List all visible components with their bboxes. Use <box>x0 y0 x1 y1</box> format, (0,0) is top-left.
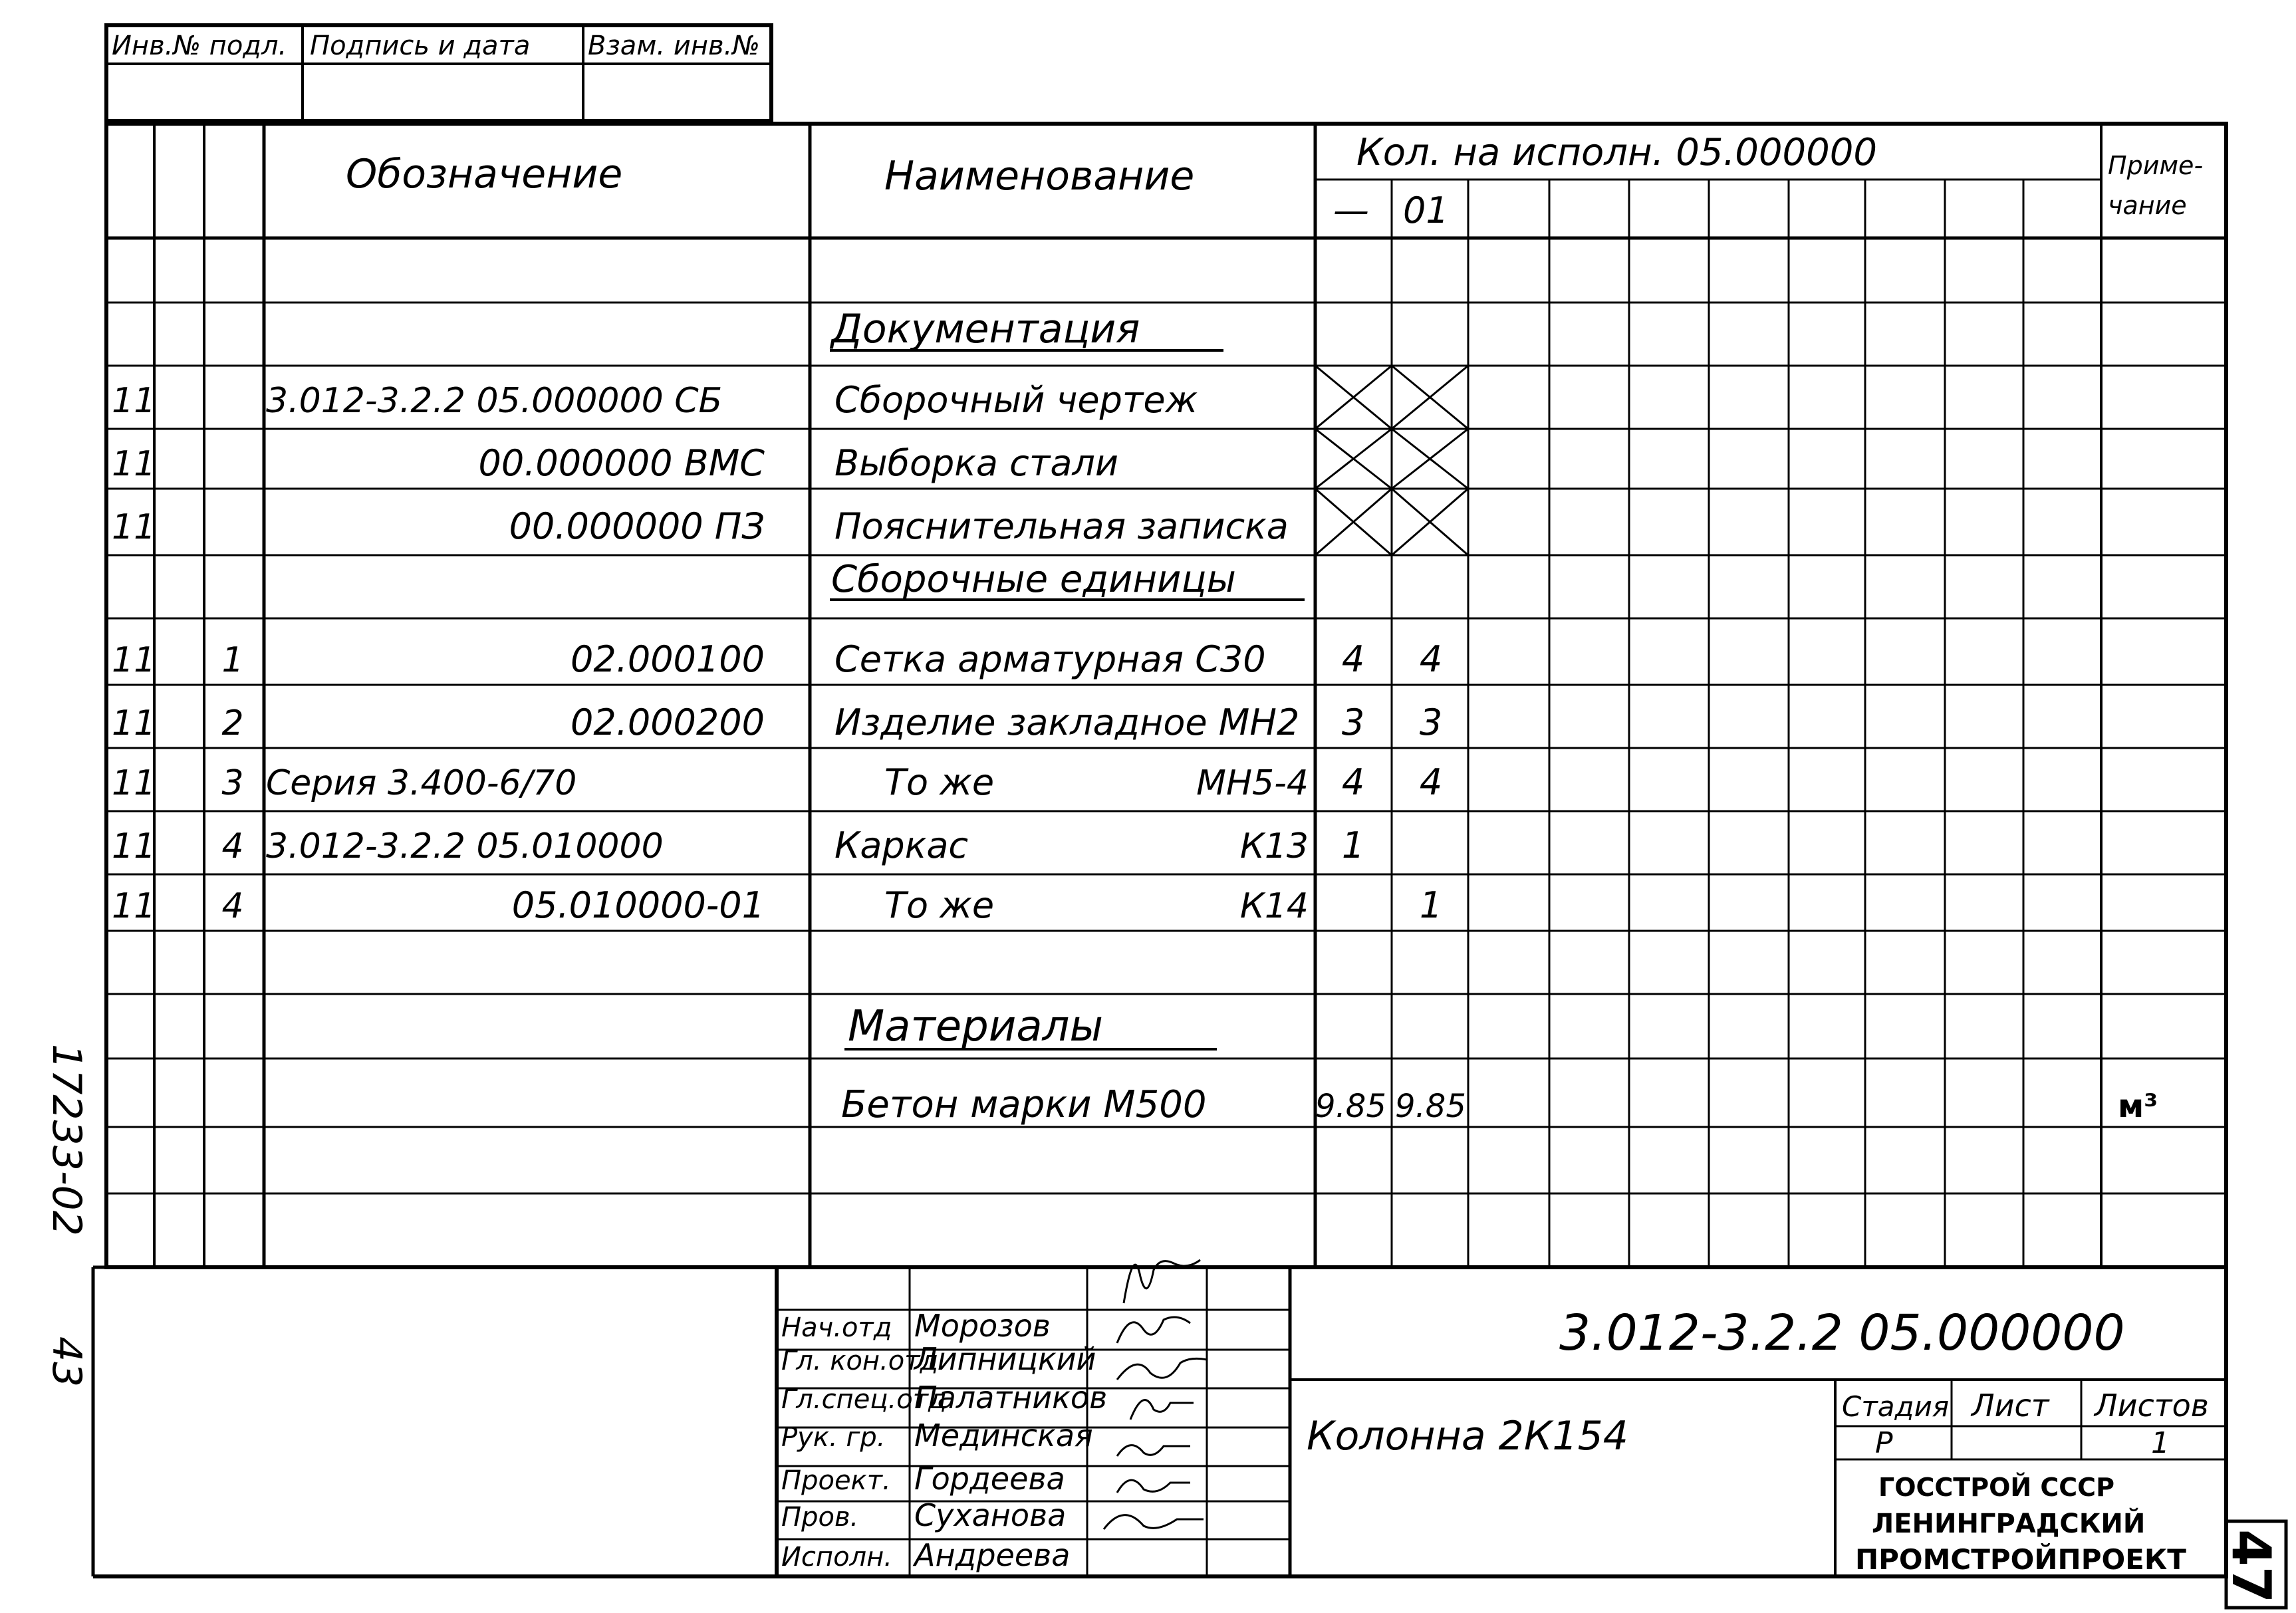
row-format: 11 <box>112 381 156 421</box>
stage-value: Р <box>1875 1426 1893 1460</box>
row-name: Выборка стали <box>834 442 1119 484</box>
row-name: Сборочный чертеж <box>834 379 1198 421</box>
row-designation: 02.000200 <box>570 701 765 743</box>
row-designation: Серия 3.400-6/70 <box>266 763 577 803</box>
sheets-value: 1 <box>2151 1426 2170 1460</box>
material-qty-0: 9.85 <box>1315 1088 1386 1125</box>
margin-page-number: 43 <box>43 1336 90 1388</box>
row-qty-0: 4 <box>1341 638 1365 680</box>
signature-name: Палатников <box>914 1380 1108 1416</box>
org-line-1: ГОССТРОЙ СССР <box>1878 1473 2114 1502</box>
header-variant-1: 01 <box>1403 189 1449 231</box>
signature-role: Пров. <box>781 1502 859 1533</box>
row-qty-0: 1 <box>1341 824 1365 866</box>
row-designation: 00.000000 ПЗ <box>509 505 765 547</box>
sheets-label: Листов <box>2095 1388 2209 1424</box>
row-position: 1 <box>221 640 244 680</box>
stamp-inv-label: Инв.№ подл. <box>112 31 287 61</box>
header-designation: Обозначение <box>346 151 623 197</box>
org-line-3: ПРОМСТРОЙПРОЕКТ <box>1855 1543 2186 1576</box>
row-format: 11 <box>112 444 156 484</box>
stage-label: Стадия <box>1842 1390 1950 1423</box>
row-format: 11 <box>112 640 156 680</box>
row-qty-1: 4 <box>1419 761 1443 803</box>
section-materials: Материалы <box>848 1002 1103 1051</box>
doc-number: 3.012-3.2.2 05.000000 <box>1559 1304 2125 1362</box>
row-format: 11 <box>112 507 156 547</box>
row-mark: К13 <box>1239 826 1309 866</box>
grid-lines <box>93 25 2286 1608</box>
row-format: 11 <box>112 886 156 926</box>
signature-role: Рук. гр. <box>781 1422 886 1453</box>
signature-role: Гл.спец.отд <box>781 1384 947 1415</box>
row-mark: К14 <box>1239 886 1309 926</box>
row-position: 4 <box>221 886 244 926</box>
material-name: Бетон марки М500 <box>841 1083 1207 1126</box>
item-name: Колонна 2К154 <box>1307 1413 1628 1459</box>
header-name: Наименование <box>884 153 1195 199</box>
row-mark: МН5-4 <box>1196 763 1309 803</box>
signature-name: Андреева <box>914 1537 1071 1573</box>
signature-table <box>781 1308 1107 1573</box>
org-line-2: ЛЕНИНГРАДСКИЙ <box>1872 1509 2146 1539</box>
material-qty-1: 9.85 <box>1395 1088 1466 1125</box>
row-qty-1: 1 <box>1419 884 1443 926</box>
header-variant-0: — <box>1333 189 1369 231</box>
row-designation: 00.000000 ВМС <box>478 442 765 484</box>
signature-role: Нач.отд <box>781 1312 892 1343</box>
row-position: 2 <box>221 703 244 743</box>
row-name: То же <box>884 761 995 803</box>
signature-name: Морозов <box>914 1308 1051 1344</box>
corner-sheet-number: 47 <box>2220 1529 2282 1604</box>
row-position: 3 <box>221 763 244 803</box>
spec-rows <box>112 379 1442 926</box>
row-name: То же <box>884 884 995 926</box>
row-designation: 3.012-3.2.2 05.000000 СБ <box>266 381 723 421</box>
row-name: Изделие закладное МН2 <box>834 701 1300 743</box>
signature-role: Исполн. <box>781 1542 892 1572</box>
row-qty-0: 4 <box>1341 761 1365 803</box>
header-note-line1: Приме- <box>2108 151 2204 180</box>
row-qty-0: 3 <box>1341 701 1365 743</box>
margin-archive-number: 17233-02 <box>43 1044 90 1236</box>
sheet-label: Лист <box>1972 1388 2049 1424</box>
stamp-replace-label: Взам. инв.№ <box>588 31 760 61</box>
row-format: 11 <box>112 703 156 743</box>
signature-role: Гл. кон.отд <box>781 1346 939 1376</box>
signature-name: Гордеева <box>914 1461 1065 1497</box>
row-name: Каркас <box>834 824 969 866</box>
signature-role: Проект. <box>781 1465 891 1496</box>
signature-name: Липницкий <box>914 1341 1096 1377</box>
row-format: 11 <box>112 826 156 866</box>
signature-name: Мединская <box>914 1418 1093 1453</box>
row-format: 11 <box>112 763 156 803</box>
section-assembly-units: Сборочные единицы <box>831 558 1236 601</box>
signature-scribbles <box>1104 1260 1207 1529</box>
row-designation: 05.010000-01 <box>511 884 765 926</box>
row-designation: 02.000100 <box>570 638 765 680</box>
row-name: Пояснительная записка <box>834 505 1289 547</box>
section-documentation: Документация <box>831 306 1140 352</box>
stamp-sign-label: Подпись и дата <box>310 31 531 61</box>
signature-name: Суханова <box>914 1497 1067 1533</box>
row-designation: 3.012-3.2.2 05.010000 <box>266 826 664 866</box>
row-name: Сетка арматурная С30 <box>834 638 1266 680</box>
row-position: 4 <box>221 826 244 866</box>
row-qty-1: 4 <box>1419 638 1443 680</box>
row-qty-1: 3 <box>1419 701 1443 743</box>
material-note: м³ <box>2118 1088 2158 1125</box>
header-qty-group: Кол. на исполн. 05.000000 <box>1356 131 1878 174</box>
header-note-line2: чание <box>2108 191 2187 220</box>
